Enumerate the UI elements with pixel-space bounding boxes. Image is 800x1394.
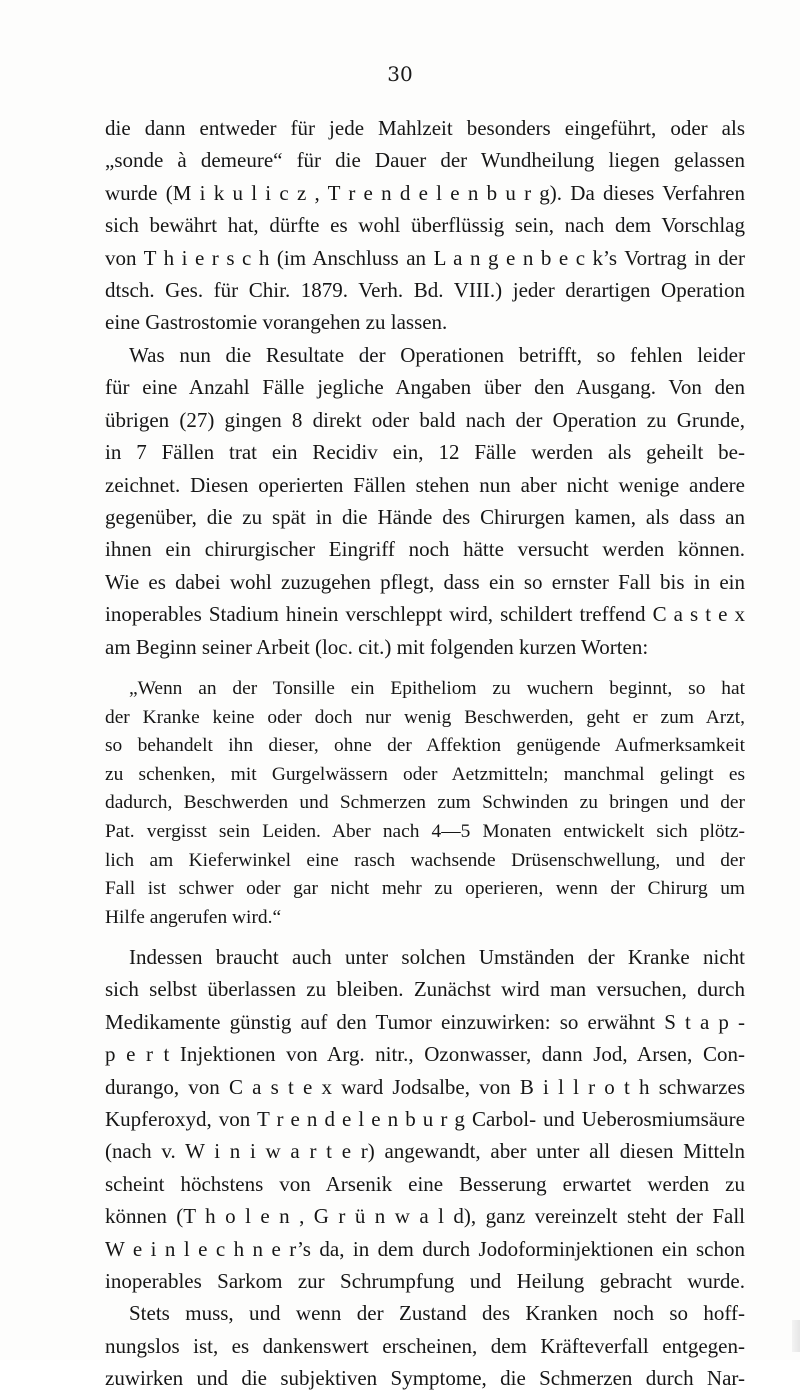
text-line: zuwirken und die subjektiven Symptome, die Schmerzen durch Nar-	[105, 1366, 745, 1391]
text-line: (nach v. W i n i w a r t e r) angewandt, aber unter all diesen Mitteln	[105, 1139, 745, 1164]
text-line: inoperables Sarkom zur Schrumpfung und Heilung gebracht wurde.	[105, 1268, 745, 1293]
text-line: Wie es dabei wohl zuzugehen pflegt, dass ein so ernster Fall bis in ein	[105, 569, 745, 594]
text-line: dtsch. Ges. für Chir. 1879. Verh. Bd. VIII.) jeder derartigen Operation	[105, 277, 745, 302]
text-line: nungslos ist, es dankenswert erscheinen, dem Kräfteverfall entgegen-	[105, 1333, 745, 1358]
quote-line: lich am Kieferwinkel eine rasch wachsende Drüsenschwellung, und der	[105, 849, 745, 871]
text-line: die dann entweder für jede Mahlzeit besonders eingeführt, oder als	[105, 116, 745, 140]
quote-line: „Wenn an der Tonsille ein Epitheliom zu wuchern beginnt, so hat	[129, 678, 745, 699]
quote-line: zu schenken, mit Gurgelwässern oder Aetzmitteln; manchmal gelingt es	[105, 763, 745, 785]
text-line: übrigen (27) gingen 8 direkt oder bald nach der Operation zu Grunde,	[105, 407, 745, 432]
text-line: durango, von C a s t e x ward Jodsalbe, von B i l l r o t h schwarzes	[105, 1074, 745, 1099]
text-line: Medikamente günstig auf den Tumor einzuwirken: so erwähnt S t a p -	[105, 1009, 745, 1034]
text-line: in 7 Fällen trat ein Recidiv ein, 12 Fälle werden als geheilt be-	[105, 440, 745, 465]
quote-line: Pat. vergisst sein Leiden. Aber nach 4—5 Monaten entwickelt sich plötz-	[105, 820, 745, 842]
text-line: W e i n l e c h n e r’s da, in dem durch Jodoforminjektionen ein schon	[105, 1236, 745, 1261]
page-number: 30	[387, 62, 413, 86]
text-line: können (T h o l e n , G r ü n w a l d), ganz vereinzelt steht der Fall	[105, 1204, 745, 1229]
text-line: scheint höchstens von Arsenik eine Besserung erwartet werden zu	[105, 1171, 745, 1196]
text-line: von T h i e r s c h (im Anschluss an L a n g e n b e c k’s Vortrag in der	[105, 245, 745, 270]
paragraph-3	[105, 941, 745, 1394]
text-line: sich bewährt hat, dürfte es wohl überflüssig sein, nach dem Vorschlag	[105, 213, 745, 238]
text-line: gegenüber, die zu spät in die Hände des Chirurgen kamen, als dass an	[105, 504, 745, 529]
text-line: Kupferoxyd, von T r e n d e l e n b u r g Carbol- und Ueberosmiumsäure	[105, 1106, 745, 1131]
quotation	[105, 675, 745, 932]
text-line: sich selbst überlassen zu bleiben. Zunächst wird man versuchen, durch	[105, 977, 745, 1002]
quote-line: so behandelt ihn dieser, ohne der Affektion genügende Aufmerksamkeit	[105, 735, 745, 757]
quote-line: dadurch, Beschwerden und Schmerzen zum Schwinden zu bringen und der	[105, 792, 745, 814]
text-line: wurde (M i k u l i c z , T r e n d e l e n b u r g). Da dieses Verfahren	[105, 180, 745, 205]
text-line: zeichnet. Diesen operierten Fällen stehen nun aber nicht wenige andere	[105, 472, 745, 497]
text-line: p e r t Injektionen von Arg. nitr., Ozonwasser, dann Jod, Arsen, Con-	[105, 1042, 745, 1067]
text-line: Indessen braucht auch unter solchen Umständen der Kranke nicht	[129, 945, 745, 969]
text-line: inoperables Stadium hinein verschleppt wird, schildert treffend C a s t e x	[105, 602, 745, 627]
text-line: eine Gastrostomie vorangehen zu lassen.	[105, 310, 448, 335]
text-line: Was nun die Resultate der Operationen betrifft, so fehlen leider	[129, 343, 745, 367]
quote-line: Fall ist schwer oder gar nicht mehr zu operieren, wenn der Chirurg um	[105, 878, 745, 900]
text-line: für eine Anzahl Fälle jegliche Angaben über den Ausgang. Von den	[105, 375, 745, 400]
quote-line: Hilfe angerufen wird.“	[105, 906, 282, 928]
quote-line: der Kranke keine oder doch nur wenig Beschwerden, geht er zum Arzt,	[105, 706, 745, 728]
text-line: Stets muss, und wenn der Zustand des Kranken noch so hoff-	[129, 1301, 745, 1326]
paragraph-2	[105, 339, 745, 663]
page-edge-shadow	[792, 1320, 800, 1352]
text-line: ihnen ein chirurgischer Eingriff noch hätte versucht werden können.	[105, 537, 745, 562]
paragraph-1	[105, 112, 745, 339]
text-line: am Beginn seiner Arbeit (loc. cit.) mit folgenden kurzen Worten:	[105, 634, 649, 659]
text-line: „sonde à demeure“ für die Dauer der Wundheilung liegen gelassen	[105, 148, 745, 173]
